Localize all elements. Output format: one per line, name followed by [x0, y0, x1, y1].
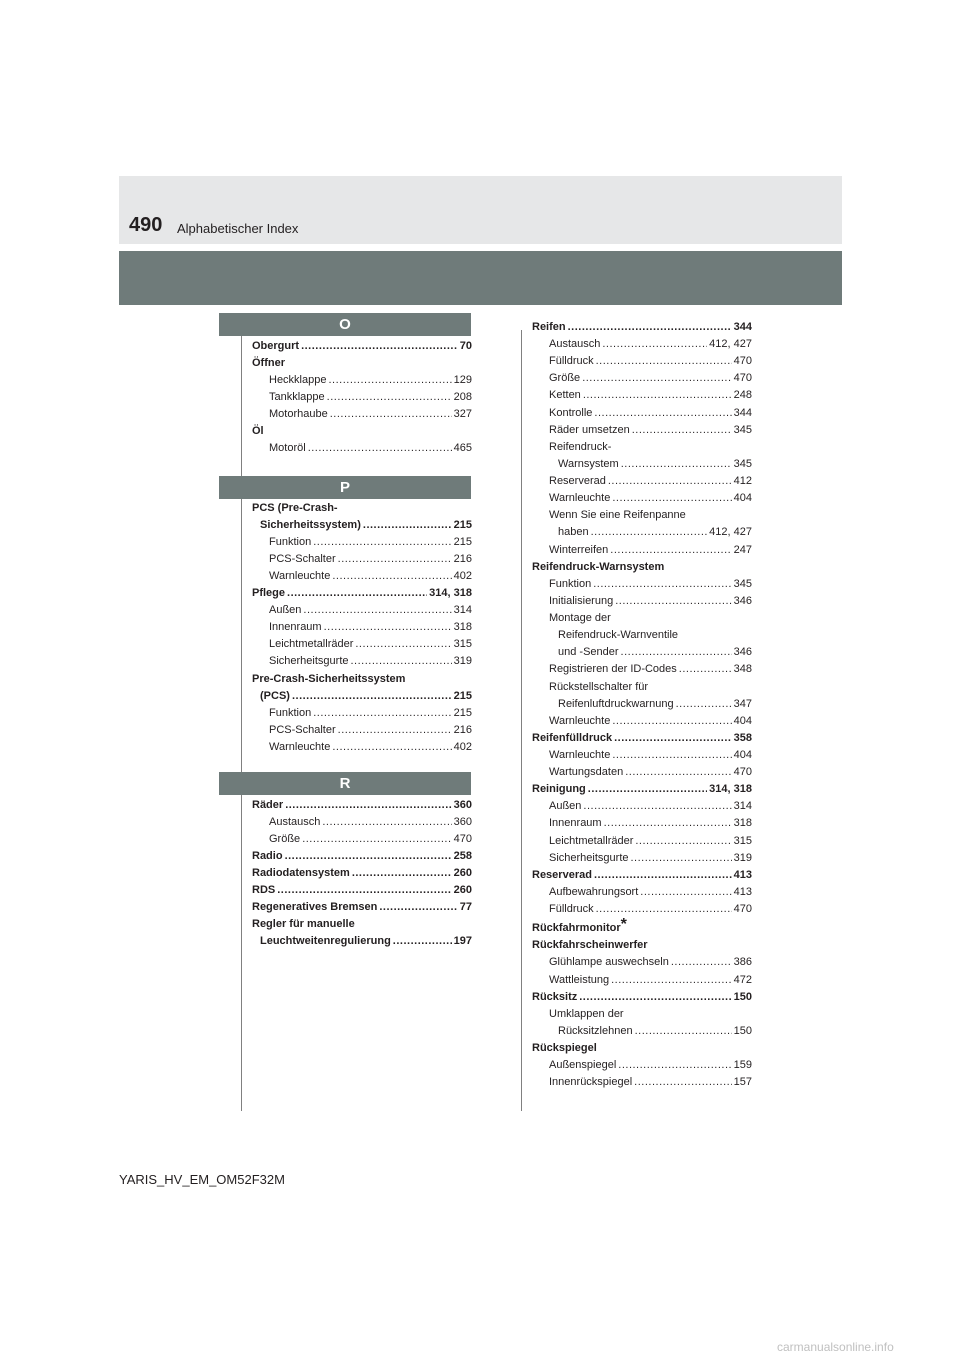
- index-heading: [549, 507, 686, 524]
- dot-leader: [327, 389, 452, 406]
- index-term: Öl: [252, 425, 264, 438]
- index-term: Wenn Sie eine Reifenpanne: [549, 509, 686, 522]
- index-page-ref: 315: [453, 638, 472, 651]
- dot-leader: [596, 901, 732, 918]
- index-entry: [269, 406, 472, 423]
- index-page-ref: 216: [453, 723, 472, 736]
- index-page-ref: 402: [453, 740, 472, 753]
- index-entry: [269, 814, 472, 831]
- index-entry: [269, 619, 472, 636]
- index-term: Außenspiegel: [549, 1059, 617, 1072]
- index-term: Innenrückspiegel: [549, 1076, 633, 1089]
- index-term: Funktion: [269, 536, 312, 549]
- index-entry: [260, 933, 472, 950]
- index-page-ref: 327: [453, 408, 472, 421]
- dot-leader: [635, 833, 731, 850]
- index-page-ref: 413: [733, 885, 752, 898]
- index-term: Reifenluftdruckwarnung: [558, 697, 674, 710]
- index-page-ref: 360: [453, 816, 472, 829]
- index-page-ref: 216: [453, 553, 472, 566]
- index-page-ref: 346: [733, 646, 752, 659]
- index-page-ref: 215: [453, 519, 472, 532]
- dot-leader: [676, 696, 732, 713]
- index-entry: [532, 867, 752, 884]
- index-page-ref: 348: [733, 663, 752, 676]
- dot-leader: [634, 1074, 731, 1091]
- index-term: Reinigung: [532, 783, 586, 796]
- index-heading: [532, 916, 627, 937]
- index-term: Reserverad: [532, 868, 592, 881]
- index-entry: [269, 568, 472, 585]
- index-entry: [549, 833, 752, 850]
- index-page-ref: 150: [733, 1024, 752, 1037]
- index-page-ref: 260: [453, 867, 472, 880]
- watermark: carmanualsonline.info: [777, 1340, 894, 1354]
- index-page-ref: 347: [733, 697, 752, 710]
- index-term: Rückspiegel: [532, 1042, 597, 1055]
- index-term: Funktion: [549, 577, 592, 590]
- dot-leader: [292, 688, 452, 705]
- index-term: Registrieren der ID-Codes: [549, 663, 677, 676]
- index-term: Außen: [549, 800, 582, 813]
- dot-leader: [635, 1023, 732, 1040]
- dot-leader: [379, 899, 457, 916]
- index-term: Wartungsdaten: [549, 766, 624, 779]
- dot-leader: [338, 722, 452, 739]
- index-term: Sicherheitsgurte: [549, 851, 629, 864]
- index-entry: [269, 440, 472, 457]
- dot-leader: [352, 865, 452, 882]
- dot-leader: [287, 585, 427, 602]
- index-entry: [269, 831, 472, 848]
- index-entry: [532, 730, 752, 747]
- dot-leader: [332, 568, 451, 585]
- index-page-ref: 470: [733, 766, 752, 779]
- index-entry: [549, 576, 752, 593]
- page-number: 490: [129, 214, 163, 236]
- index-page-ref: 314: [733, 800, 752, 813]
- index-term: Radiodatensystem: [252, 867, 350, 880]
- index-page-ref: 344: [733, 406, 752, 419]
- dot-leader: [608, 473, 732, 490]
- letter-heading-o: O: [219, 313, 471, 336]
- index-entry: [269, 653, 472, 670]
- index-page-ref: 465: [453, 442, 472, 455]
- index-term: Reifen: [532, 321, 566, 333]
- index-term: Winterreifen: [549, 543, 609, 556]
- index-term: Austausch: [549, 338, 601, 351]
- dot-leader: [621, 644, 732, 661]
- index-entry: [269, 636, 472, 653]
- index-heading: [549, 1006, 624, 1023]
- index-entry: [549, 353, 752, 370]
- index-entry: [252, 338, 472, 355]
- index-term: Größe: [549, 372, 581, 385]
- dot-leader: [285, 797, 451, 814]
- index-term: Rückfahrscheinwerfer: [532, 939, 648, 952]
- index-entry: [532, 319, 752, 336]
- dot-leader: [302, 831, 451, 848]
- index-entry: [549, 422, 752, 439]
- dot-leader: [338, 551, 452, 568]
- index-term: Aufbewahrungsort: [549, 885, 639, 898]
- dot-leader: [355, 636, 451, 653]
- index-entry: [549, 1057, 752, 1074]
- dot-leader: [612, 490, 731, 507]
- index-page-ref: 260: [453, 884, 472, 897]
- index-heading: [532, 1040, 597, 1057]
- letter-heading-r: R: [219, 772, 471, 795]
- index-entry: [252, 882, 472, 899]
- index-term: Fülldruck: [549, 903, 594, 916]
- index-term: Größe: [269, 833, 301, 846]
- dot-leader: [594, 405, 731, 422]
- index-page-ref: 314: [453, 604, 472, 617]
- index-term: Austausch: [269, 816, 321, 829]
- footnote-star: *: [620, 916, 627, 934]
- column-divider-left: [241, 330, 242, 1111]
- index-entry: [549, 490, 752, 507]
- dot-leader: [351, 653, 452, 670]
- index-term: Räder umsetzen: [549, 423, 630, 436]
- dot-leader: [611, 972, 732, 989]
- dot-leader: [596, 353, 732, 370]
- index-entry: [549, 593, 752, 610]
- dot-leader: [604, 815, 732, 832]
- index-entry: [549, 747, 752, 764]
- index-entry: [549, 387, 752, 404]
- index-term: Glühlampe auswechseln: [549, 956, 669, 969]
- index-page-ref: 404: [733, 714, 752, 727]
- dot-leader: [301, 338, 458, 355]
- index-page-ref: 413: [733, 868, 752, 881]
- index-heading: [252, 500, 338, 517]
- dot-leader: [602, 336, 707, 353]
- column-divider-right: [521, 330, 522, 1111]
- index-term: Warnleuchte: [269, 740, 331, 753]
- dot-leader: [330, 406, 452, 423]
- index-entry: [269, 534, 472, 551]
- dot-leader: [591, 524, 708, 541]
- dot-leader: [593, 576, 731, 593]
- index-entry: [532, 781, 752, 798]
- dot-leader: [303, 602, 451, 619]
- index-entry: [260, 688, 472, 705]
- dot-leader: [363, 517, 452, 534]
- index-term: Leuchtweitenregulierung: [260, 935, 391, 948]
- index-term: Außen: [269, 604, 302, 617]
- index-heading: [252, 423, 264, 440]
- index-page-ref: 404: [733, 749, 752, 761]
- index-term: (PCS): [260, 689, 290, 702]
- index-page-ref: 345: [733, 457, 752, 470]
- index-entry: [269, 722, 472, 739]
- dot-leader: [322, 814, 451, 831]
- index-entry: [549, 972, 752, 989]
- index-term: Warnleuchte: [269, 570, 331, 583]
- index-entry: [549, 661, 752, 678]
- index-entry: [532, 989, 752, 1006]
- index-term: Warnleuchte: [549, 714, 611, 727]
- index-entry: [549, 884, 752, 901]
- index-page-ref: 470: [733, 355, 752, 368]
- index-page-ref: 472: [733, 973, 752, 986]
- index-term: Initialisierung: [549, 594, 614, 607]
- index-entry: [252, 899, 472, 916]
- dot-leader: [583, 387, 732, 404]
- index-term: Pre-Crash-Sicherheitssystem: [252, 672, 406, 685]
- index-term: Rückfahrmonitor: [532, 922, 621, 935]
- index-term: Öffner: [252, 357, 285, 370]
- index-term: Reifenfülldruck: [532, 731, 613, 744]
- index-entry: [549, 473, 752, 490]
- index-term: Reifendruck-: [549, 440, 612, 453]
- index-term: Pflege: [252, 587, 286, 600]
- index-term: Motoröl: [269, 442, 306, 455]
- index-page-ref: 345: [733, 577, 752, 590]
- index-heading: [252, 671, 405, 688]
- dot-leader: [583, 798, 731, 815]
- index-term: PCS (Pre-Crash-: [252, 502, 338, 514]
- index-heading: [532, 937, 648, 954]
- index-term: PCS-Schalter: [269, 723, 336, 736]
- index-term: Ketten: [549, 389, 581, 402]
- index-term: Heckklappe: [269, 374, 327, 387]
- index-heading: [252, 916, 355, 933]
- dot-leader: [588, 781, 707, 798]
- index-entry: [252, 865, 472, 882]
- index-term: Wattleistung: [549, 973, 610, 986]
- index-entry: [260, 517, 472, 534]
- index-entry: [558, 1023, 752, 1040]
- index-term: Warnleuchte: [549, 749, 611, 761]
- dot-leader: [328, 372, 451, 389]
- dot-leader: [679, 661, 732, 678]
- index-term: Tankklappe: [269, 391, 325, 404]
- dot-leader: [308, 440, 452, 457]
- index-entry: [549, 713, 752, 730]
- dot-leader: [568, 319, 732, 336]
- index-term: Motorhaube: [269, 408, 328, 421]
- index-page-ref: 404: [733, 492, 752, 505]
- index-page-ref: 346: [733, 594, 752, 607]
- index-entry: [549, 405, 752, 422]
- index-page-ref: 318: [453, 621, 472, 634]
- index-term: Leichtmetallräder: [549, 834, 634, 847]
- index-term: Leichtmetallräder: [269, 638, 354, 651]
- dot-leader: [632, 422, 732, 439]
- letter-heading-p: P: [219, 476, 471, 499]
- index-term: Reserverad: [549, 475, 606, 488]
- index-entry: [269, 372, 472, 389]
- index-page-ref: 314, 318: [709, 783, 752, 796]
- index-term: Innenraum: [549, 817, 602, 830]
- dot-leader: [631, 850, 732, 867]
- index-entry: [549, 815, 752, 832]
- dot-leader: [618, 1057, 731, 1074]
- index-page-ref: 470: [733, 372, 752, 385]
- index-entry: [558, 524, 752, 541]
- dot-leader: [285, 848, 452, 865]
- index-page-ref: 215: [453, 706, 472, 719]
- index-term: Regeneratives Bremsen: [252, 901, 378, 914]
- index-term: Reifendruck-Warnventile: [558, 629, 679, 642]
- index-term: Warnsystem: [558, 457, 619, 470]
- index-page-ref: 470: [453, 833, 472, 846]
- index-term: haben: [558, 526, 589, 539]
- dot-leader: [332, 739, 451, 756]
- index-page-ref: 412, 427: [709, 526, 752, 539]
- index-term: Rücksitzlehnen: [558, 1024, 633, 1037]
- index-entry: [549, 764, 752, 781]
- index-entry: [549, 901, 752, 918]
- index-term: Sicherheitsgurte: [269, 655, 349, 668]
- index-page-ref: 247: [733, 543, 752, 556]
- index-page-ref: 258: [453, 850, 472, 863]
- index-page-ref: 314, 318: [429, 587, 472, 600]
- index-entry: [252, 848, 472, 865]
- index-page-ref: 318: [733, 817, 752, 830]
- index-heading: [252, 355, 285, 372]
- index-page-ref: 197: [453, 935, 472, 948]
- index-heading: [549, 439, 611, 456]
- dot-leader: [393, 933, 452, 950]
- index-page-ref: 470: [733, 903, 752, 916]
- index-heading: [532, 559, 664, 576]
- index-page-ref: 358: [733, 731, 752, 744]
- index-entry: [252, 585, 472, 602]
- index-entry: [558, 644, 752, 661]
- index-entry: [269, 602, 472, 619]
- index-page-ref: 215: [453, 689, 472, 702]
- index-term: Kontrolle: [549, 406, 593, 419]
- dot-leader: [579, 989, 731, 1006]
- index-entry: [269, 389, 472, 406]
- index-entry: [549, 542, 752, 559]
- index-term: und -Sender: [558, 646, 619, 659]
- index-page-ref: 412, 427: [709, 338, 752, 351]
- header-dark-band: [119, 251, 842, 305]
- dot-leader: [621, 456, 732, 473]
- section-title: Alphabetischer Index: [177, 221, 299, 236]
- index-term: Warnleuchte: [549, 492, 611, 505]
- dot-leader: [277, 882, 451, 899]
- index-entry: [549, 850, 752, 867]
- index-page-ref: 150: [733, 990, 752, 1003]
- dot-leader: [313, 705, 451, 722]
- index-page-ref: 77: [459, 901, 472, 914]
- index-page-ref: 319: [733, 851, 752, 864]
- index-entry: [252, 797, 472, 814]
- index-term: Fülldruck: [549, 355, 594, 368]
- index-term: Sicherheitssystem): [260, 519, 361, 532]
- index-term: Radio: [252, 850, 283, 863]
- index-heading: [549, 679, 648, 696]
- index-term: Rücksitz: [532, 990, 578, 1003]
- index-entry: [549, 336, 752, 353]
- dot-leader: [640, 884, 731, 901]
- index-page-ref: 248: [733, 389, 752, 402]
- dot-leader: [671, 954, 732, 971]
- index-page-ref: 70: [459, 340, 472, 352]
- index-heading: [558, 627, 678, 644]
- dot-leader: [612, 747, 731, 764]
- index-heading: [549, 610, 611, 627]
- index-term: Regler für manuelle: [252, 918, 355, 931]
- index-page-ref: 129: [453, 374, 472, 387]
- index-term: Funktion: [269, 706, 312, 719]
- dot-leader: [324, 619, 452, 636]
- dot-leader: [614, 730, 732, 747]
- index-page-ref: 412: [733, 475, 752, 488]
- index-term: Montage der: [549, 612, 611, 625]
- index-entry: [549, 798, 752, 815]
- index-term: Räder: [252, 799, 284, 811]
- dot-leader: [610, 542, 731, 559]
- index-entry: [549, 954, 752, 971]
- index-page-ref: 344: [733, 321, 752, 333]
- index-entry: [269, 705, 472, 722]
- index-page-ref: 208: [453, 391, 472, 404]
- dot-leader: [625, 764, 731, 781]
- dot-leader: [594, 867, 732, 884]
- index-term: RDS: [252, 884, 276, 897]
- index-term: Reifendruck-Warnsystem: [532, 560, 665, 573]
- index-entry: [558, 456, 752, 473]
- index-term: Umklappen der: [549, 1007, 624, 1020]
- index-entry: [269, 551, 472, 568]
- index-entry: [549, 370, 752, 387]
- index-page-ref: 402: [453, 570, 472, 583]
- index-page-ref: 360: [453, 799, 472, 811]
- index-term: Rückstellschalter für: [549, 680, 649, 693]
- index-term: PCS-Schalter: [269, 553, 336, 566]
- index-term: Obergurt: [252, 340, 300, 352]
- index-page-ref: 319: [453, 655, 472, 668]
- dot-leader: [612, 713, 731, 730]
- index-page-ref: 159: [733, 1059, 752, 1072]
- dot-leader: [582, 370, 731, 387]
- index-page-ref: 315: [733, 834, 752, 847]
- index-entry: [269, 739, 472, 756]
- index-page-ref: 215: [453, 536, 472, 549]
- document-code: YARIS_HV_EM_OM52F32M: [119, 1172, 285, 1187]
- dot-leader: [615, 593, 731, 610]
- index-term: Innenraum: [269, 621, 322, 634]
- index-entry: [549, 1074, 752, 1091]
- index-page-ref: 345: [733, 423, 752, 436]
- index-entry: [558, 696, 752, 713]
- index-page-ref: 157: [733, 1076, 752, 1089]
- index-page-ref: 386: [733, 956, 752, 969]
- dot-leader: [313, 534, 451, 551]
